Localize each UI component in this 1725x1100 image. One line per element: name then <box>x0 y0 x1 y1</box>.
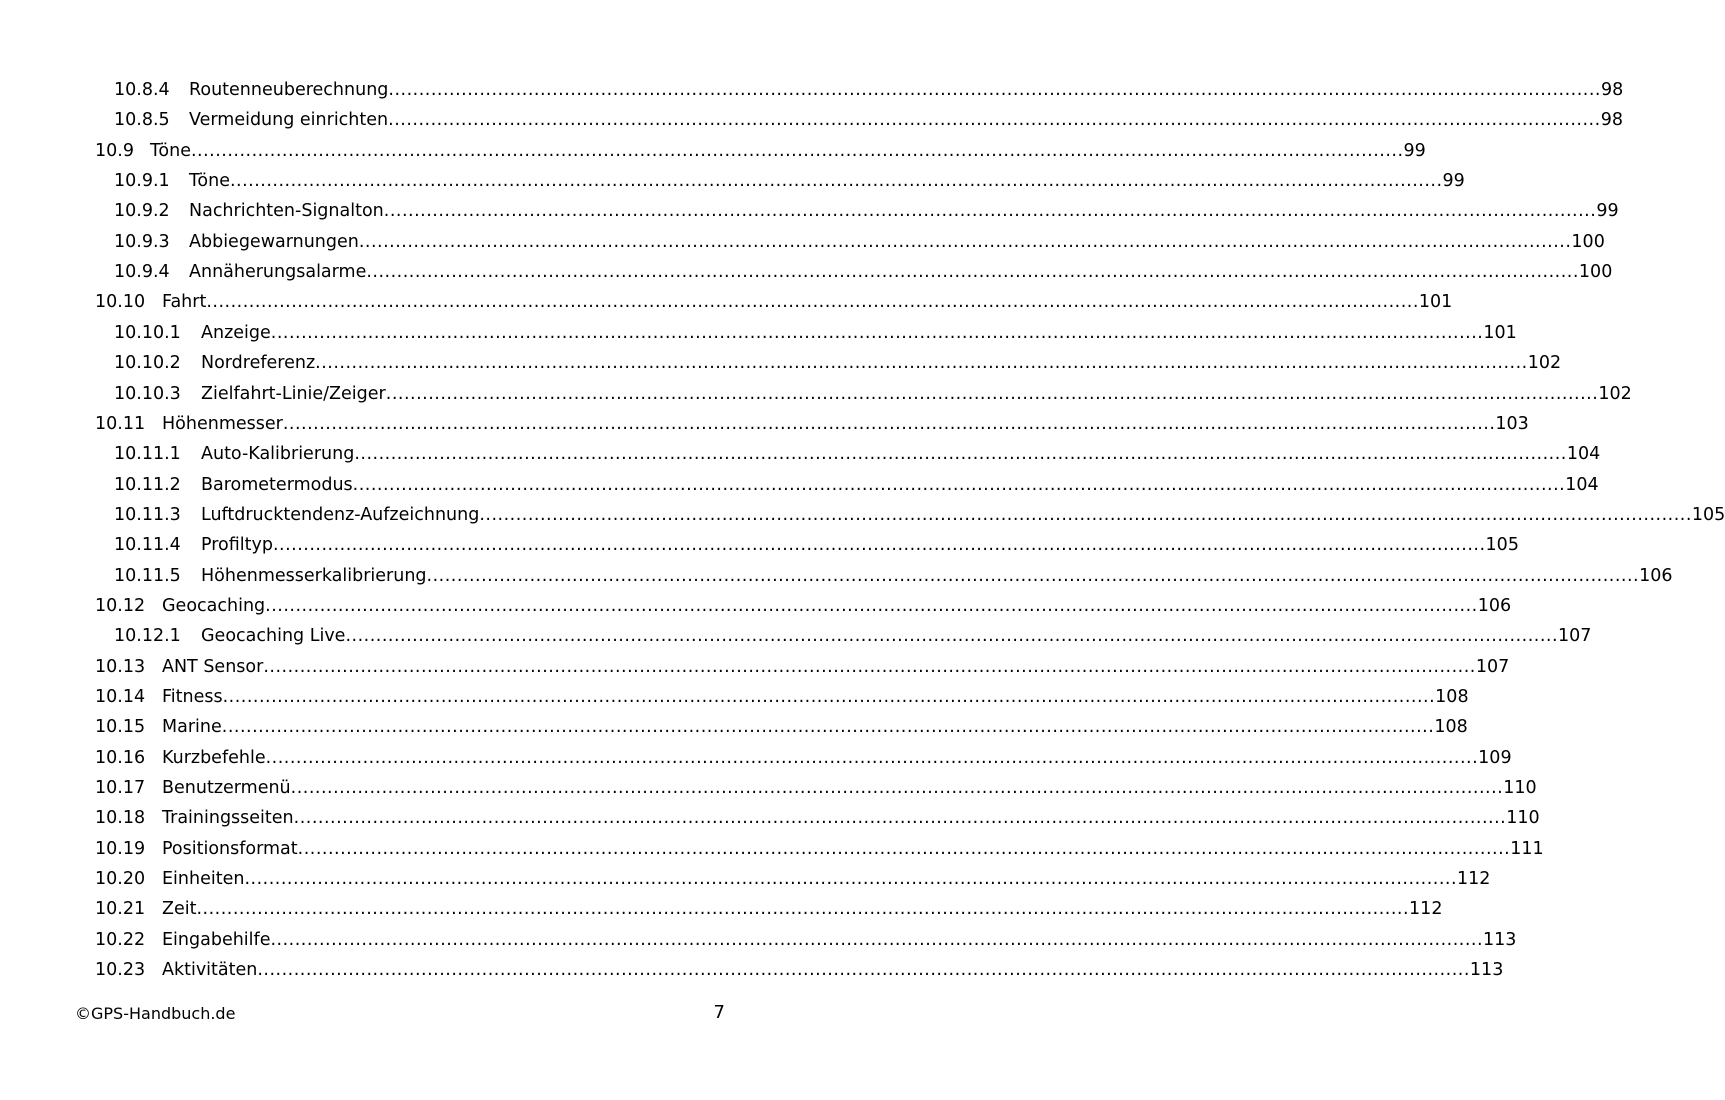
toc-entry[interactable] <box>95 591 1512 621</box>
toc-entry-number: 10.9.1 <box>114 171 170 192</box>
toc-dot-leader: ........................................................................................................................................................................................................ <box>383 201 1597 222</box>
toc-dot-leader: ........................................................................................................................................................................................................ <box>366 262 1579 283</box>
toc-entry-title: Auto-Kalibrierung <box>201 444 355 465</box>
toc-entry-title: Kurzbefehle <box>162 747 266 768</box>
toc-entry-page: 102 <box>1527 353 1562 374</box>
toc-entry[interactable] <box>114 379 1632 409</box>
toc-entry[interactable] <box>114 75 1624 105</box>
toc-entry[interactable] <box>95 925 1517 955</box>
toc-entry-number: 10.9.2 <box>114 201 170 222</box>
toc-entry-page: 99 <box>1403 140 1426 161</box>
toc-entry-page: 101 <box>1483 322 1517 343</box>
toc-dot-leader: ........................................................................................................................................................................................................ <box>270 929 1484 950</box>
toc-dot-leader: ........................................................................................................................................................................................................ <box>385 383 1599 404</box>
toc-entry-number: 10.23 <box>95 960 146 981</box>
toc-entry-page: 110 <box>1506 808 1540 829</box>
toc-entry-page: 106 <box>1477 595 1512 616</box>
toc-dot-leader: ........................................................................................................................................................................................................ <box>388 110 1601 131</box>
toc-dot-leader: ........................................................................................................................................................................................................ <box>388 80 1601 100</box>
toc-dot-leader: ........................................................................................................................................................................................................ <box>290 778 1504 799</box>
toc-entry-number: 10.8.5 <box>114 110 170 131</box>
toc-entry-number: 10.10.2 <box>114 353 181 374</box>
toc-entry-title: Höhenmesserkalibrierung <box>201 565 427 586</box>
toc-entry-title: Positionsformat <box>162 838 298 859</box>
toc-entry-page: 105 <box>1485 535 1519 556</box>
toc-entry-title: Fahrt <box>162 292 207 313</box>
toc-entry-number: 10.9.4 <box>114 262 170 283</box>
toc-dot-leader: ........................................................................................................................................................................................................ <box>293 808 1507 829</box>
toc-entry-page: 112 <box>1409 899 1443 920</box>
toc-entry-number: 10.15 <box>95 717 146 738</box>
toc-entry[interactable] <box>114 257 1613 287</box>
toc-entry[interactable] <box>95 955 1504 985</box>
toc-entry-title: Luftdrucktendenz-Aufzeichnung <box>201 504 480 525</box>
toc-dot-leader: ........................................................................................................................................................................................................ <box>206 292 1419 313</box>
toc-entry-number: 10.11.1 <box>114 444 181 465</box>
toc-entry-title: Nachrichten-Signalton <box>189 201 384 222</box>
toc-dot-leader: ........................................................................................................................................................................................................ <box>257 960 1470 981</box>
toc-entry-title: Vermeidung einrichten <box>189 110 389 131</box>
toc-entry-page: 103 <box>1495 413 1529 434</box>
toc-entry[interactable] <box>114 196 1619 226</box>
toc-entry[interactable] <box>114 166 1465 196</box>
toc-dot-leader: ........................................................................................................................................................................................................ <box>222 687 1436 707</box>
toc-entry-title: Annäherungsalarme <box>189 262 367 283</box>
toc-entry-number: 10.18 <box>95 808 146 829</box>
toc-entry[interactable] <box>95 712 1468 742</box>
toc-entry-page: 101 <box>1418 292 1453 313</box>
toc-entry-number: 10.13 <box>95 656 146 677</box>
toc-entry[interactable] <box>114 318 1517 348</box>
toc-entry-title: Töne <box>189 171 230 192</box>
toc-entry-page: 107 <box>1475 656 1510 677</box>
toc-entry-page: 111 <box>1510 838 1544 859</box>
toc-entry-title: Aktivitäten <box>162 960 258 981</box>
toc-dot-leader: ........................................................................................................................................................................................................ <box>352 474 1566 495</box>
toc-dot-leader: ........................................................................................................................................................................................................ <box>196 899 1410 920</box>
toc-entry-number: 10.11.2 <box>114 474 181 495</box>
toc-entry-page: 100 <box>1571 231 1605 252</box>
toc-entry-title: Zielfahrt-Linie/Zeiger <box>201 383 386 404</box>
toc-entry[interactable] <box>95 803 1540 833</box>
toc-entry-page: 98 <box>1600 110 1623 131</box>
toc-entry-number: 10.11.5 <box>114 565 181 586</box>
toc-entry[interactable] <box>95 287 1453 317</box>
toc-entry-number: 10.17 <box>95 778 146 799</box>
footer-page-number: 7 <box>713 1002 725 1023</box>
toc-entry-number: 10.11.4 <box>114 535 181 556</box>
toc-entry[interactable] <box>114 621 1592 651</box>
toc-entry[interactable] <box>114 500 1725 530</box>
toc-entry-number: 10.22 <box>95 929 146 950</box>
toc-dot-leader: ........................................................................................................................................................................................................ <box>282 413 1496 434</box>
toc-entry-number: 10.10 <box>95 292 146 313</box>
toc-entry-title: Eingabehilfe <box>162 929 271 950</box>
toc-entry-page: 112 <box>1457 869 1491 890</box>
toc-entry-number: 10.11 <box>95 413 146 434</box>
toc-entry[interactable] <box>114 561 1673 591</box>
toc-entry-number: 10.11.3 <box>114 504 181 525</box>
toc-entry[interactable] <box>95 652 1510 682</box>
toc-entry-number: 10.12 <box>95 595 146 616</box>
toc-entry[interactable] <box>95 894 1443 924</box>
toc-dot-leader: ........................................................................................................................................................................................................ <box>297 838 1511 859</box>
toc-dot-leader: ........................................................................................................................................................................................................ <box>221 717 1435 738</box>
toc-entry-page: 99 <box>1596 201 1619 222</box>
toc-entry-title: Fitness <box>162 687 223 707</box>
toc-entry[interactable] <box>114 105 1623 135</box>
toc-dot-leader: ........................................................................................................................................................................................................ <box>263 656 1476 677</box>
toc-entry-page: 109 <box>1478 747 1512 768</box>
toc-entry[interactable] <box>95 834 1544 864</box>
toc-entry-title: Anzeige <box>201 322 271 343</box>
toc-entry-page: 106 <box>1639 565 1673 586</box>
toc-entry[interactable] <box>114 348 1562 378</box>
toc-entry-number: 10.19 <box>95 838 146 859</box>
toc-entry-number: 10.12.1 <box>114 626 181 647</box>
toc-entry[interactable] <box>95 136 1426 166</box>
toc-entry-page: 107 <box>1558 626 1592 647</box>
toc-entry-page: 100 <box>1578 262 1613 283</box>
toc-entry-title: Zeit <box>162 899 197 920</box>
toc-entry[interactable] <box>114 227 1605 257</box>
toc-entry-page: 108 <box>1435 687 1469 707</box>
toc-dot-leader: ........................................................................................................................................................................................................ <box>315 353 1528 374</box>
toc-entry-number: 10.21 <box>95 899 146 920</box>
footer-copyright: ©GPS-Handbuch.de <box>75 1004 236 1023</box>
toc-dot-leader: ........................................................................................................................................................................................................ <box>244 869 1458 890</box>
toc-entry-number: 10.10.3 <box>114 383 181 404</box>
toc-entry-title: Barometermodus <box>201 474 353 495</box>
toc-entry[interactable] <box>114 530 1519 560</box>
toc-entry-title: ANT Sensor <box>162 656 264 677</box>
toc-entry-page: 102 <box>1598 383 1632 404</box>
toc-dot-leader: ........................................................................................................................................................................................................ <box>265 595 1478 616</box>
toc-entry-title: Einheiten <box>162 869 245 890</box>
toc-entry[interactable] <box>95 743 1512 773</box>
toc-entry-page: 113 <box>1483 929 1517 950</box>
toc-entry-page: 113 <box>1469 960 1504 981</box>
toc-entry-title: Geocaching <box>162 595 266 616</box>
toc-entry-title: Marine <box>162 717 222 738</box>
toc-entry-page: 98 <box>1600 80 1624 100</box>
toc-dot-leader: ........................................................................................................................................................................................................ <box>272 535 1486 556</box>
toc-dot-leader: ........................................................................................................................................................................................................ <box>426 565 1640 586</box>
toc-dot-leader: ........................................................................................................................................................................................................ <box>270 322 1484 343</box>
toc-entry-title: Höhenmesser <box>162 413 283 434</box>
toc-entry-title: Trainingsseiten <box>162 808 294 829</box>
toc-entry[interactable] <box>114 470 1599 500</box>
toc-dot-leader: ........................................................................................................................................................................................................ <box>190 140 1404 161</box>
toc-entry-page: 104 <box>1565 474 1599 495</box>
toc-entry-title: Profiltyp <box>201 535 273 556</box>
toc-dot-leader: ........................................................................................................................................................................................................ <box>345 626 1559 647</box>
toc-entry-title: Nordreferenz <box>201 353 316 374</box>
toc-dot-leader: ........................................................................................................................................................................................................ <box>354 444 1567 465</box>
toc-entry-page: 105 <box>1691 504 1725 525</box>
toc-entry[interactable] <box>95 409 1529 439</box>
toc-entry-title: Routenneuberechnung <box>189 80 389 100</box>
toc-dot-leader: ........................................................................................................................................................................................................ <box>479 504 1692 525</box>
toc-entry-number: 10.16 <box>95 747 146 768</box>
toc-entry-number: 10.20 <box>95 869 146 890</box>
toc-entry[interactable] <box>114 439 1601 469</box>
toc-entry[interactable] <box>95 773 1537 803</box>
toc-entry-page: 110 <box>1503 778 1537 799</box>
toc-entry-number: 10.14 <box>95 687 146 707</box>
toc-entry-page: 104 <box>1566 444 1601 465</box>
toc-entry[interactable] <box>95 682 1469 712</box>
toc-entry-number: 10.10.1 <box>114 322 181 343</box>
toc-entry-title: Benutzermenü <box>162 778 291 799</box>
toc-entry-page: 99 <box>1442 171 1465 192</box>
toc-entry-number: 10.8.4 <box>114 80 170 100</box>
toc-entry[interactable] <box>95 864 1491 894</box>
toc-entry-page: 108 <box>1434 717 1468 738</box>
toc-dot-leader: ........................................................................................................................................................................................................ <box>265 747 1479 768</box>
toc-entry-title: Geocaching Live <box>201 626 346 647</box>
toc-dot-leader: ........................................................................................................................................................................................................ <box>358 231 1572 252</box>
toc-entry-number: 10.9.3 <box>114 231 170 252</box>
toc-dot-leader: ........................................................................................................................................................................................................ <box>229 171 1443 192</box>
toc-entry-number: 10.9 <box>95 140 134 161</box>
toc-entry-title: Töne <box>150 140 191 161</box>
toc-entry-title: Abbiegewarnungen <box>189 231 359 252</box>
